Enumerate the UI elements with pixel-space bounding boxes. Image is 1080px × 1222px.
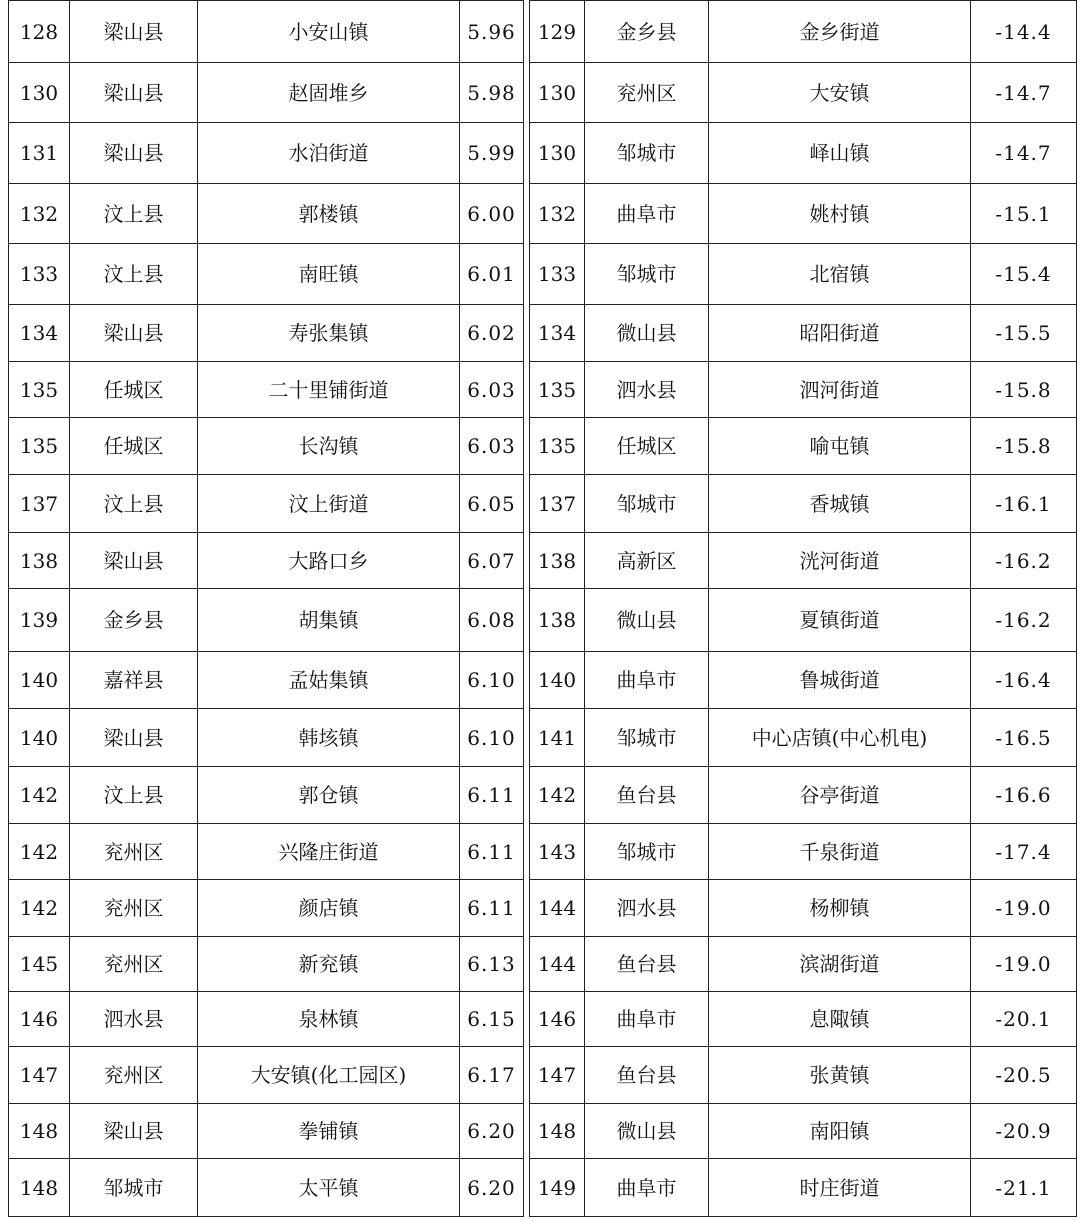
- rank-cell: 135: [9, 362, 70, 418]
- rank-cell: 133: [9, 244, 70, 305]
- table-row: [530, 184, 1077, 244]
- county-cell: 鱼台县: [585, 1047, 709, 1104]
- value-cell: -21.1: [971, 1159, 1077, 1217]
- town-cell: 夏镇街道: [709, 589, 971, 652]
- town-cell: 韩垓镇: [198, 709, 460, 767]
- rank-cell: 130: [9, 63, 70, 123]
- town-cell: 赵固堆乡: [198, 63, 460, 123]
- county-cell: 任城区: [70, 362, 198, 418]
- rank-cell: 144: [530, 880, 585, 937]
- value-cell: 6.03: [460, 362, 524, 418]
- town-cell: 小安山镇: [198, 1, 460, 63]
- table-row: [530, 418, 1077, 475]
- rank-cell: 142: [530, 767, 585, 824]
- value-cell: 6.11: [460, 824, 524, 880]
- table-row: [530, 305, 1077, 362]
- county-cell: 兖州区: [70, 1047, 198, 1104]
- county-cell: 梁山县: [70, 533, 198, 589]
- rank-cell: 135: [530, 418, 585, 475]
- right-ranking-table: [529, 0, 1077, 1217]
- town-cell: 新兖镇: [198, 937, 460, 992]
- county-cell: 兖州区: [70, 880, 198, 937]
- value-cell: -15.8: [971, 362, 1077, 418]
- value-cell: 6.11: [460, 880, 524, 937]
- table-row: [9, 589, 524, 652]
- county-cell: 任城区: [70, 418, 198, 475]
- county-cell: 嘉祥县: [70, 652, 198, 709]
- value-cell: 6.10: [460, 652, 524, 709]
- table-row: [9, 992, 524, 1047]
- town-cell: 水泊街道: [198, 123, 460, 184]
- table-row: [530, 1, 1077, 63]
- table-row: [9, 362, 524, 418]
- town-cell: 洸河街道: [709, 533, 971, 589]
- value-cell: 6.02: [460, 305, 524, 362]
- town-cell: 昭阳街道: [709, 305, 971, 362]
- rank-cell: 133: [530, 244, 585, 305]
- value-cell: 6.03: [460, 418, 524, 475]
- value-cell: -16.5: [971, 709, 1077, 767]
- rank-cell: 148: [9, 1159, 70, 1217]
- table-row: [530, 475, 1077, 533]
- value-cell: 6.15: [460, 992, 524, 1047]
- county-cell: 泗水县: [585, 880, 709, 937]
- value-cell: 6.00: [460, 184, 524, 244]
- town-cell: 拳铺镇: [198, 1104, 460, 1159]
- rank-cell: 132: [9, 184, 70, 244]
- county-cell: 汶上县: [70, 244, 198, 305]
- rank-cell: 146: [9, 992, 70, 1047]
- table-row: [9, 123, 524, 184]
- value-cell: 6.20: [460, 1159, 524, 1217]
- rank-cell: 135: [530, 362, 585, 418]
- county-cell: 梁山县: [70, 1104, 198, 1159]
- value-cell: -16.1: [971, 475, 1077, 533]
- rank-cell: 134: [530, 305, 585, 362]
- rank-cell: 137: [530, 475, 585, 533]
- town-cell: 泉林镇: [198, 992, 460, 1047]
- town-cell: 香城镇: [709, 475, 971, 533]
- table-row: [9, 767, 524, 824]
- rank-cell: 134: [9, 305, 70, 362]
- rank-cell: 139: [9, 589, 70, 652]
- county-cell: 任城区: [585, 418, 709, 475]
- county-cell: 邹城市: [585, 709, 709, 767]
- town-cell: 滨湖街道: [709, 937, 971, 992]
- rank-cell: 147: [530, 1047, 585, 1104]
- town-cell: 时庄街道: [709, 1159, 971, 1217]
- table-row: [9, 418, 524, 475]
- town-cell: 喻屯镇: [709, 418, 971, 475]
- table-row: [530, 533, 1077, 589]
- value-cell: -19.0: [971, 937, 1077, 992]
- rank-cell: 145: [9, 937, 70, 992]
- rank-cell: 142: [9, 767, 70, 824]
- value-cell: -20.5: [971, 1047, 1077, 1104]
- value-cell: -16.6: [971, 767, 1077, 824]
- county-cell: 汶上县: [70, 475, 198, 533]
- value-cell: 6.07: [460, 533, 524, 589]
- value-cell: 6.05: [460, 475, 524, 533]
- table-row: [530, 709, 1077, 767]
- town-cell: 寿张集镇: [198, 305, 460, 362]
- county-cell: 金乡县: [585, 1, 709, 63]
- town-cell: 金乡街道: [709, 1, 971, 63]
- table-row: [9, 1047, 524, 1104]
- county-cell: 邹城市: [70, 1159, 198, 1217]
- value-cell: -20.1: [971, 992, 1077, 1047]
- table-row: [530, 1104, 1077, 1159]
- table-row: [9, 1104, 524, 1159]
- rank-cell: 144: [530, 937, 585, 992]
- table-row: [530, 767, 1077, 824]
- rank-cell: 142: [9, 824, 70, 880]
- county-cell: 泗水县: [70, 992, 198, 1047]
- rank-cell: 129: [530, 1, 585, 63]
- rank-cell: 138: [530, 589, 585, 652]
- county-cell: 梁山县: [70, 123, 198, 184]
- table-row: [9, 533, 524, 589]
- town-cell: 鲁城街道: [709, 652, 971, 709]
- value-cell: 6.10: [460, 709, 524, 767]
- town-cell: 孟姑集镇: [198, 652, 460, 709]
- value-cell: -16.2: [971, 533, 1077, 589]
- rank-cell: 132: [530, 184, 585, 244]
- rank-cell: 142: [9, 880, 70, 937]
- town-cell: 泗河街道: [709, 362, 971, 418]
- town-cell: 二十里铺街道: [198, 362, 460, 418]
- town-cell: 颜店镇: [198, 880, 460, 937]
- town-cell: 大安镇(化工园区): [198, 1047, 460, 1104]
- town-cell: 大安镇: [709, 63, 971, 123]
- value-cell: -15.8: [971, 418, 1077, 475]
- town-cell: 郭楼镇: [198, 184, 460, 244]
- table-row: [9, 880, 524, 937]
- table-row: [530, 824, 1077, 880]
- table-row: [9, 652, 524, 709]
- town-cell: 兴隆庄街道: [198, 824, 460, 880]
- town-cell: 谷亭街道: [709, 767, 971, 824]
- table-row: [9, 184, 524, 244]
- rank-cell: 140: [530, 652, 585, 709]
- table-row: [530, 880, 1077, 937]
- value-cell: 6.01: [460, 244, 524, 305]
- rank-cell: 140: [9, 709, 70, 767]
- county-cell: 金乡县: [70, 589, 198, 652]
- rank-cell: 141: [530, 709, 585, 767]
- value-cell: 6.08: [460, 589, 524, 652]
- county-cell: 曲阜市: [585, 652, 709, 709]
- county-cell: 鱼台县: [585, 767, 709, 824]
- town-cell: 千泉街道: [709, 824, 971, 880]
- table-row: [530, 937, 1077, 992]
- rank-cell: 131: [9, 123, 70, 184]
- county-cell: 汶上县: [70, 767, 198, 824]
- table-row: [9, 305, 524, 362]
- town-cell: 张黄镇: [709, 1047, 971, 1104]
- rank-cell: 148: [9, 1104, 70, 1159]
- table-row: [9, 937, 524, 992]
- county-cell: 曲阜市: [585, 184, 709, 244]
- county-cell: 曲阜市: [585, 1159, 709, 1217]
- county-cell: 微山县: [585, 305, 709, 362]
- town-cell: 峄山镇: [709, 123, 971, 184]
- town-cell: 息陬镇: [709, 992, 971, 1047]
- county-cell: 高新区: [585, 533, 709, 589]
- town-cell: 长沟镇: [198, 418, 460, 475]
- rank-cell: 149: [530, 1159, 585, 1217]
- table-row: [9, 709, 524, 767]
- table-row: [9, 824, 524, 880]
- table-row: [9, 475, 524, 533]
- value-cell: -14.7: [971, 63, 1077, 123]
- county-cell: 鱼台县: [585, 937, 709, 992]
- town-cell: 中心店镇(中心机电): [709, 709, 971, 767]
- county-cell: 汶上县: [70, 184, 198, 244]
- value-cell: 5.96: [460, 1, 524, 63]
- table-row: [9, 1, 524, 63]
- value-cell: -15.5: [971, 305, 1077, 362]
- rank-cell: 140: [9, 652, 70, 709]
- rank-cell: 143: [530, 824, 585, 880]
- county-cell: 邹城市: [585, 475, 709, 533]
- value-cell: -15.4: [971, 244, 1077, 305]
- town-cell: 太平镇: [198, 1159, 460, 1217]
- value-cell: -14.7: [971, 123, 1077, 184]
- table-row: [530, 123, 1077, 184]
- value-cell: -14.4: [971, 1, 1077, 63]
- county-cell: 兖州区: [70, 824, 198, 880]
- rank-cell: 147: [9, 1047, 70, 1104]
- value-cell: -19.0: [971, 880, 1077, 937]
- town-cell: 汶上街道: [198, 475, 460, 533]
- county-cell: 兖州区: [585, 63, 709, 123]
- town-cell: 郭仓镇: [198, 767, 460, 824]
- county-cell: 曲阜市: [585, 992, 709, 1047]
- table-row: [9, 244, 524, 305]
- ranking-tables: [8, 0, 1076, 1218]
- county-cell: 邹城市: [585, 244, 709, 305]
- value-cell: -17.4: [971, 824, 1077, 880]
- value-cell: -15.1: [971, 184, 1077, 244]
- value-cell: -16.4: [971, 652, 1077, 709]
- county-cell: 微山县: [585, 589, 709, 652]
- table-row: [9, 63, 524, 123]
- county-cell: 兖州区: [70, 937, 198, 992]
- rank-cell: 146: [530, 992, 585, 1047]
- value-cell: 6.11: [460, 767, 524, 824]
- table-row: [530, 1159, 1077, 1217]
- left-ranking-table: [8, 0, 524, 1217]
- value-cell: 5.98: [460, 63, 524, 123]
- county-cell: 梁山县: [70, 709, 198, 767]
- town-cell: 杨柳镇: [709, 880, 971, 937]
- town-cell: 南阳镇: [709, 1104, 971, 1159]
- table-row: [530, 1047, 1077, 1104]
- value-cell: 5.99: [460, 123, 524, 184]
- rank-cell: 138: [9, 533, 70, 589]
- table-row: [530, 589, 1077, 652]
- county-cell: 微山县: [585, 1104, 709, 1159]
- town-cell: 北宿镇: [709, 244, 971, 305]
- rank-cell: 148: [530, 1104, 585, 1159]
- table-row: [530, 652, 1077, 709]
- rank-cell: 130: [530, 123, 585, 184]
- table-row: [530, 992, 1077, 1047]
- county-cell: 梁山县: [70, 1, 198, 63]
- rank-cell: 138: [530, 533, 585, 589]
- rank-cell: 135: [9, 418, 70, 475]
- table-row: [530, 63, 1077, 123]
- town-cell: 大路口乡: [198, 533, 460, 589]
- value-cell: 6.17: [460, 1047, 524, 1104]
- county-cell: 梁山县: [70, 63, 198, 123]
- county-cell: 邹城市: [585, 824, 709, 880]
- value-cell: 6.20: [460, 1104, 524, 1159]
- rank-cell: 128: [9, 1, 70, 63]
- table-row: [9, 1159, 524, 1217]
- town-cell: 姚村镇: [709, 184, 971, 244]
- rank-cell: 130: [530, 63, 585, 123]
- value-cell: -16.2: [971, 589, 1077, 652]
- value-cell: 6.13: [460, 937, 524, 992]
- county-cell: 梁山县: [70, 305, 198, 362]
- county-cell: 泗水县: [585, 362, 709, 418]
- county-cell: 邹城市: [585, 123, 709, 184]
- table-row: [530, 362, 1077, 418]
- town-cell: 胡集镇: [198, 589, 460, 652]
- rank-cell: 137: [9, 475, 70, 533]
- town-cell: 南旺镇: [198, 244, 460, 305]
- table-row: [530, 244, 1077, 305]
- value-cell: -20.9: [971, 1104, 1077, 1159]
